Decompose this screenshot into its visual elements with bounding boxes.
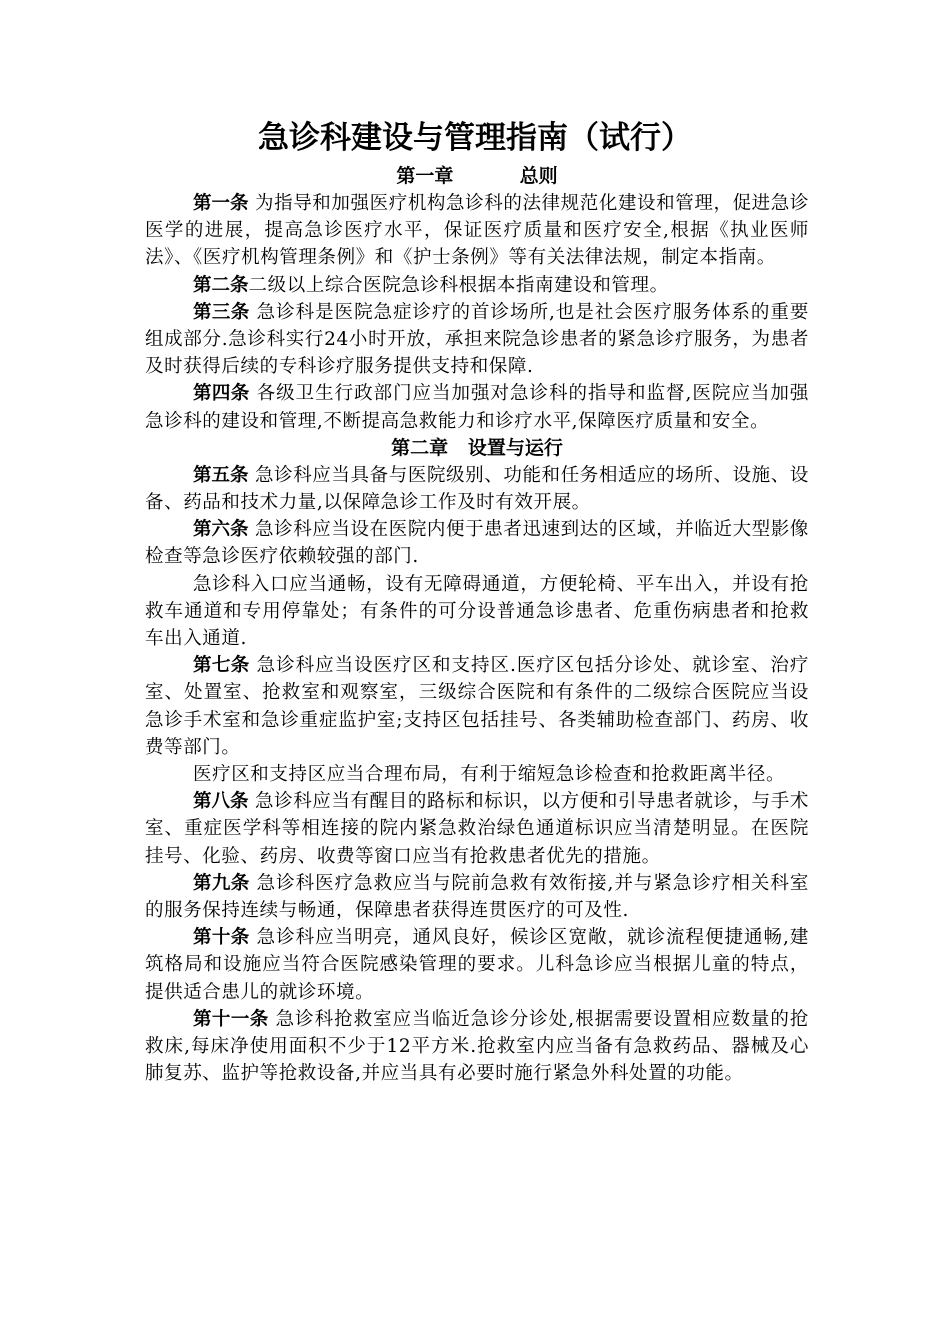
article [145, 380, 809, 434]
article [145, 924, 809, 1006]
article-label: 第三条 [193, 301, 250, 323]
article-label: 第四条 [193, 383, 250, 405]
article-text: 急诊科应当设在医院内便于患者迅速到达的区域，并临近大型影像检查等急诊医疗依赖较强的部门. [145, 519, 809, 568]
chapter-heading: 第二章 设置与运行 [391, 436, 563, 459]
article-label: 第十条 [193, 927, 250, 949]
article-text: 急诊科医疗急救应当与院前急救有效衔接,并与紧急诊疗相关科室的服务保持连续与畅通，保障患者获得连贯医疗的可及性. [145, 872, 809, 922]
article-text: 急诊科入口应当通畅，设有无障碍通道，方便轮椅、平车出入，并设有抢救车通道和专用停靠处；有条件的可分设普通急诊患者、危重伤病患者和抢救车出入通道. [145, 573, 809, 650]
article-label: 第七条 [193, 655, 250, 677]
article-continuation [145, 571, 809, 653]
document-body [145, 163, 809, 1088]
chapter-heading: 第一章 总则 [396, 165, 558, 187]
article-label: 第一条 [193, 193, 249, 214]
article [145, 870, 809, 924]
article-label: 第五条 [193, 464, 249, 486]
article-text: 急诊科是医院急症诊疗的首诊场所,也是社会医疗服务体系的重要组成部分.急诊科实行24小时开放，承担来院急诊患者的紧急诊疗服务，为患者及时获得后续的专科诊疗服务提供支持和保障. [145, 301, 809, 378]
article-label: 第二条 [193, 274, 249, 296]
article-text: 医疗区和支持区应当合理布局，有利于缩短急诊检查和抢救距离半径。 [193, 764, 786, 786]
article-label: 第六条 [193, 519, 249, 541]
article-text: 各级卫生行政部门应当加强对急诊科的指导和监督,医院应当加强急诊科的建设和管理,不断提高急救能力和诊疗水平,保障医疗质量和安全。 [145, 383, 809, 432]
article [145, 462, 809, 516]
article-text: 急诊科应当具备与医院级别、功能和任务相适应的场所、设施、设备、药品和技术力量,以保障急诊工作及时有效开展。 [145, 464, 809, 514]
article [145, 652, 809, 761]
article [145, 299, 809, 381]
article [145, 1006, 809, 1088]
article-text: 急诊科抢救室应当临近急诊分诊处,根据需要设置相应数量的抢救床,每床净使用面积不少于12平方米.抢救室内应当备有急救药品、器械及心肺复苏、监护等抢救设备,并应当具有必要时施行紧急外科处置的功能。 [145, 1008, 809, 1085]
article [145, 190, 809, 272]
article-label: 第十一条 [193, 1008, 269, 1030]
article-text: 为指导和加强医疗机构急诊科的法律规范化建设和管理，促进急诊医学的进展，提高急诊医疗水平，保证医疗质量和医疗安全,根据《执业医师法》、《医疗机构管理条例》和《护士条例》等有关法律法规，制定本指南。 [145, 193, 809, 269]
article [145, 788, 809, 870]
article-text: 急诊科应当明亮，通风良好，候诊区宽敞，就诊流程便捷通畅,建筑格局和设施应当符合医院感染管理的要求。儿科急诊应当根据儿童的特点，提供适合患儿的就诊环境。 [145, 927, 809, 1003]
document-title: 急诊科建设与管理指南（试行） [258, 120, 692, 156]
article [145, 272, 809, 299]
article-text: 二级以上综合医院急诊科根据本指南建设和管理。 [248, 274, 669, 296]
article-continuation [145, 761, 809, 788]
article [145, 516, 809, 570]
article-text: 急诊科应当有醒目的路标和标识，以方便和引导患者就诊，与手术室、重症医学科等相连接的院内紧急救治绿色通道标识应当清楚明显。在医院挂号、化验、药房、收费等窗口应当有抢救患者优先的措施。 [145, 791, 809, 867]
article-text: 急诊科应当设医疗区和支持区.医疗区包括分诊处、就诊室、治疗室、处置室、抢救室和观察室，三级综合医院和有条件的二级综合医院应当设急诊手术室和急诊重症监护室;支持区包括挂号、各类辅助检查部门、药房、收费等部门。 [145, 655, 809, 758]
article-label: 第九条 [193, 872, 250, 894]
article-label: 第八条 [193, 791, 249, 813]
